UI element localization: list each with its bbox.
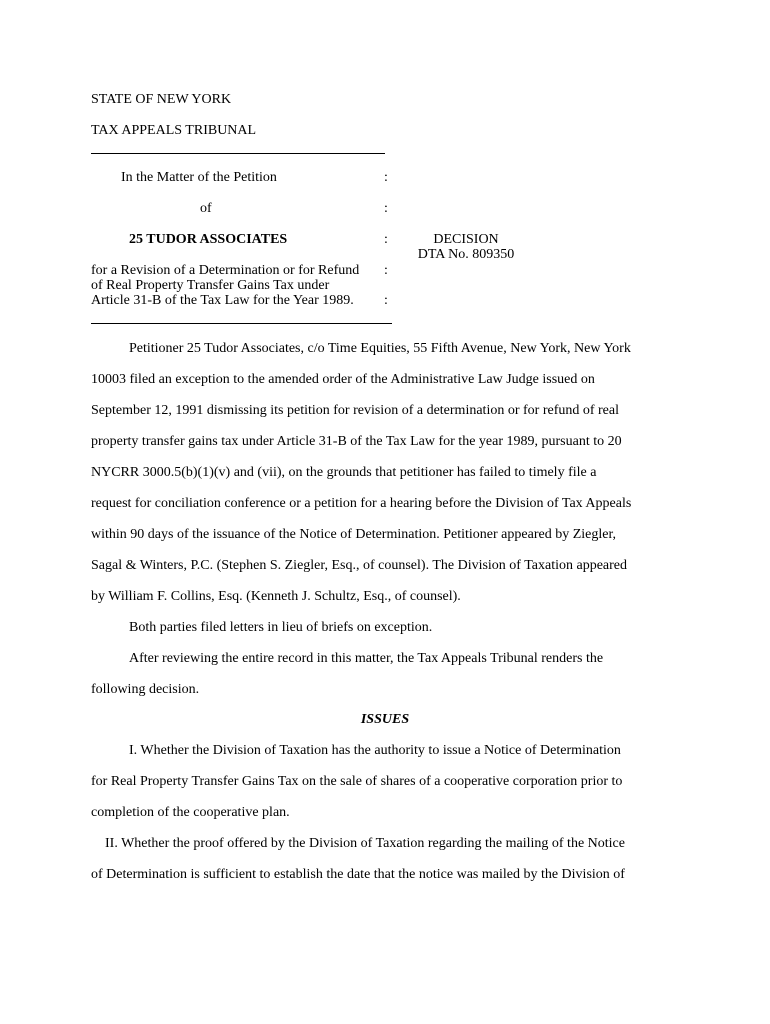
caption-purpose-line: for a Revision of a Determination or for Refund bbox=[91, 263, 360, 278]
caption-matter: In the Matter of the Petition bbox=[121, 170, 277, 185]
body-line: request for conciliation conference or a petition for a hearing before the Division of Tax Appeals bbox=[91, 496, 632, 511]
body-line: completion of the cooperative plan. bbox=[91, 805, 290, 820]
caption-purpose-line: Article 31-B of the Tax Law for the Year 1989. bbox=[91, 293, 354, 308]
body-line: of Determination is sufficient to establish the date that the notice was mailed by the Division of bbox=[91, 867, 625, 882]
body-line: Petitioner 25 Tudor Associates, c/o Time Equities, 55 Fifth Avenue, New York, New York bbox=[129, 341, 631, 356]
tribunal-title: TAX APPEALS TRIBUNAL bbox=[91, 123, 257, 138]
caption-party: 25 TUDOR ASSOCIATES bbox=[129, 232, 288, 247]
body-line: 10003 filed an exception to the amended order of the Administrative Law Judge issued on bbox=[91, 372, 595, 387]
state-title: STATE OF NEW YORK bbox=[91, 92, 232, 107]
caption-purpose-line: of Real Property Transfer Gains Tax under bbox=[91, 278, 330, 293]
caption-of: of bbox=[200, 201, 212, 216]
body-line: within 90 days of the issuance of the Notice of Determination. Petitioner appeared by Ziegler, bbox=[91, 527, 617, 542]
body-line: Both parties filed letters in lieu of briefs on exception. bbox=[129, 620, 433, 635]
body-line: September 12, 1991 dismissing its petition for revision of a determination or for refund of real bbox=[91, 403, 619, 418]
body-line: NYCRR 3000.5(b)(1)(v) and (vii), on the grounds that petitioner has failed to timely file a bbox=[91, 465, 597, 480]
decision-label: DECISION bbox=[433, 232, 499, 247]
body-line: II. Whether the proof offered by the Division of Taxation regarding the mailing of the Notice bbox=[105, 836, 625, 851]
caption-colon: : bbox=[384, 293, 388, 308]
body-line: property transfer gains tax under Article 31-B of the Tax Law for the year 1989, pursuant to 20 bbox=[91, 434, 622, 449]
caption-bottom-rule bbox=[91, 323, 392, 324]
body-line: by William F. Collins, Esq. (Kenneth J. Schultz, Esq., of counsel). bbox=[91, 589, 461, 604]
caption-colon: : bbox=[384, 170, 388, 185]
caption-colon: : bbox=[384, 232, 388, 247]
issues-heading: ISSUES bbox=[360, 712, 410, 727]
body-line: following decision. bbox=[91, 682, 200, 697]
caption-top-rule bbox=[91, 153, 385, 154]
body-line: for Real Property Transfer Gains Tax on the sale of shares of a cooperative corporation prior to bbox=[91, 774, 623, 789]
body-line: I. Whether the Division of Taxation has the authority to issue a Notice of Determination bbox=[129, 743, 621, 758]
body-line: After reviewing the entire record in this matter, the Tax Appeals Tribunal renders the bbox=[129, 651, 604, 666]
body-line: Sagal & Winters, P.C. (Stephen S. Ziegler, Esq., of counsel). The Division of Taxation appeared bbox=[91, 558, 628, 573]
decision-number: DTA No. 809350 bbox=[417, 247, 515, 262]
caption-colon: : bbox=[384, 263, 388, 278]
caption-colon: : bbox=[384, 201, 388, 216]
